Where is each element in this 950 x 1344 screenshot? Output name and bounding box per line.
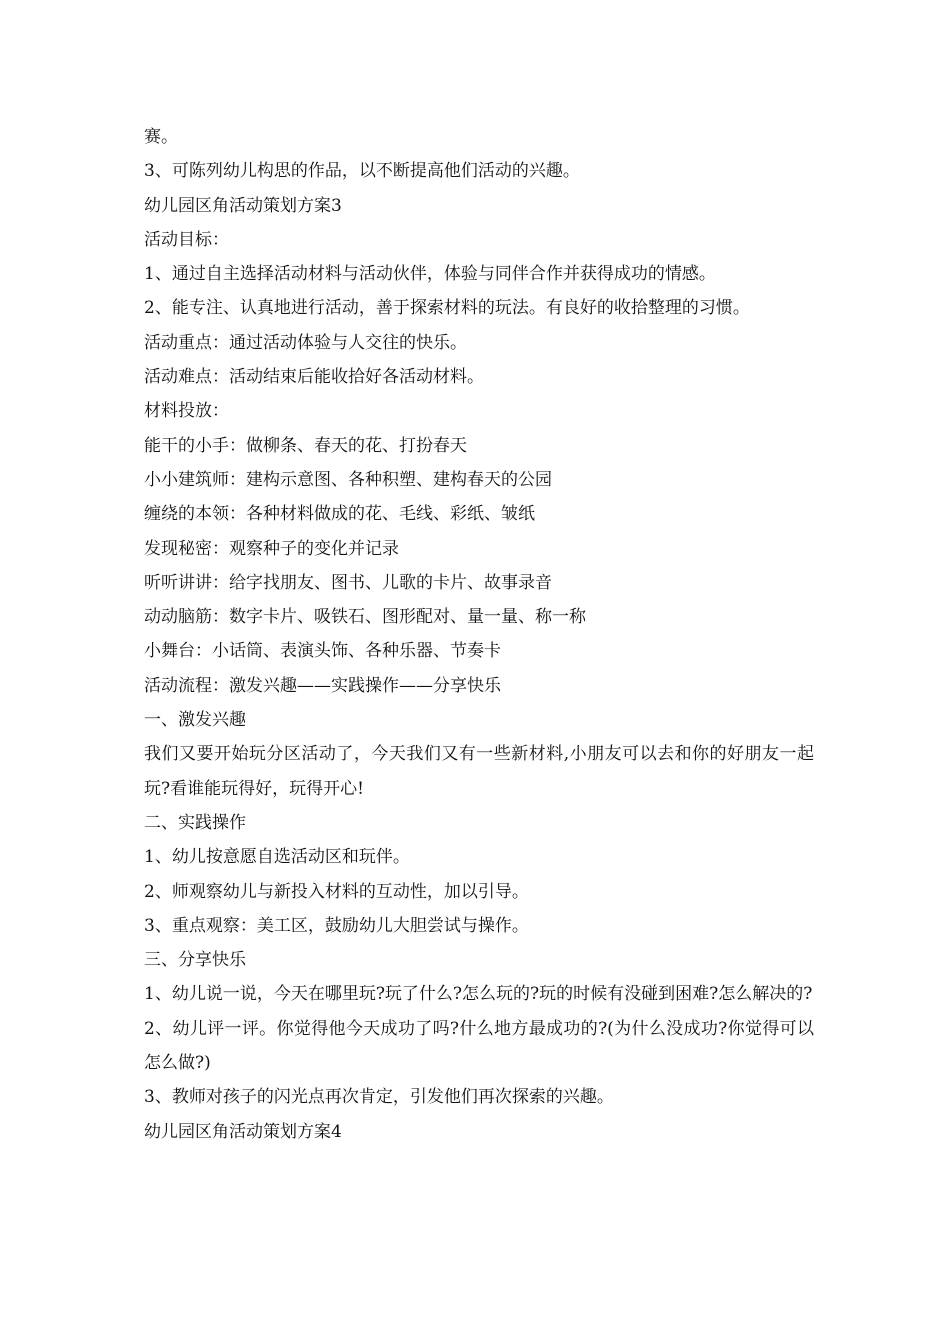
material-item: 动动脑筋：数字卡片、吸铁石、图形配对、量一量、称一称 bbox=[144, 607, 586, 628]
text-line: 赛。 bbox=[144, 127, 178, 147]
text-line: 活动难点：活动结束后能收拾好各活动材料。 bbox=[144, 367, 484, 388]
section-title: 幼儿园区角活动策划方案4 bbox=[144, 1121, 342, 1142]
material-item: 小小建筑师：建构示意图、各种积塑、建构春天的公园 bbox=[144, 469, 552, 490]
list-item: 3、可陈列幼儿构思的作品，以不断提高他们活动的兴趣。 bbox=[144, 161, 580, 182]
subheading: 二、实践操作 bbox=[144, 812, 246, 833]
text-line: 活动重点：通过活动体验与人交往的快乐。 bbox=[144, 332, 467, 353]
material-item: 小舞台：小话筒、表演头饰、各种乐器、节奏卡 bbox=[144, 641, 501, 662]
list-item: 2、师观察幼儿与新投入材料的互动性，加以引导。 bbox=[144, 881, 529, 902]
subheading: 一、激发兴趣 bbox=[144, 710, 246, 731]
paragraph: 2、幼儿评一评。你觉得他今天成功了吗?什么地方最成功的?(为什么没成功?你觉得可以怎么做?) bbox=[144, 1018, 814, 1074]
material-item: 听听讲讲：给字找朋友、图书、儿歌的卡片、故事录音 bbox=[144, 572, 552, 593]
list-item: 3、重点观察：美工区，鼓励幼儿大胆尝试与操作。 bbox=[144, 915, 529, 936]
section-title: 幼儿园区角活动策划方案3 bbox=[144, 195, 342, 216]
subheading: 活动目标： bbox=[144, 229, 229, 250]
list-item: 1、通过自主选择活动材料与活动伙伴，体验与同伴合作并获得成功的情感。 bbox=[144, 264, 716, 285]
list-item: 1、幼儿按意愿自选活动区和玩伴。 bbox=[144, 847, 410, 868]
paragraph: 1、幼儿说一说，今天在哪里玩?玩了什么?怎么玩的?玩的时候有没碰到困难?怎么解决的? bbox=[144, 984, 813, 1005]
material-item: 能干的小手：做柳条、春天的花、打扮春天 bbox=[144, 435, 467, 456]
material-item: 缠绕的本领：各种材料做成的花、毛线、彩纸、皱纸 bbox=[144, 504, 535, 525]
subheading: 材料投放： bbox=[144, 401, 229, 422]
list-item: 3、教师对孩子的闪光点再次肯定，引发他们再次探索的兴趣。 bbox=[144, 1087, 614, 1108]
text-line: 活动流程：激发兴趣——实践操作——分享快乐 bbox=[144, 675, 501, 696]
paragraph: 我们又要开始玩分区活动了，今天我们又有一些新材料,小朋友可以去和你的好朋友一起玩?看谁能玩得好，玩得开心! bbox=[144, 744, 814, 799]
list-item: 2、能专注、认真地进行活动，善于探索材料的玩法。有良好的收拾整理的习惯。 bbox=[144, 298, 750, 319]
document-body bbox=[144, 120, 814, 1149]
material-item: 发现秘密：观察种子的变化并记录 bbox=[144, 538, 399, 559]
subheading: 三、分享快乐 bbox=[144, 950, 246, 971]
